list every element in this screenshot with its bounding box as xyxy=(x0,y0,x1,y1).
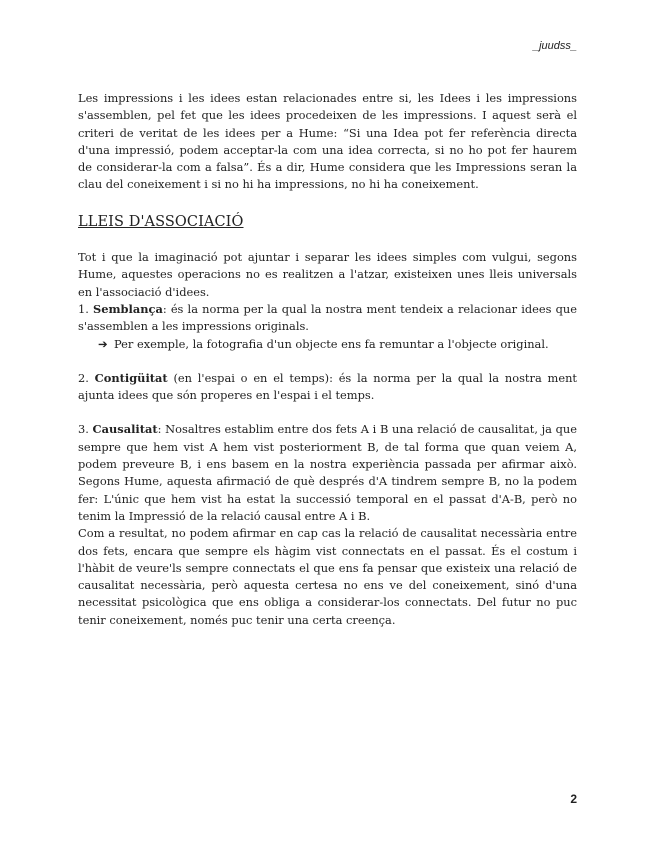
lead-paragraph: Tot i que la imaginació pot ajuntar i separar les idees simples com vulgui, segons Hume, aquestes operacions no es realitzen a l'atzar, existeixen unes lleis universals en l'associació d'idees. xyxy=(78,250,577,299)
law-2-paragraph xyxy=(78,370,577,405)
law-1-example xyxy=(78,336,577,353)
header-author: _juudss_ xyxy=(532,40,577,52)
law-3-paragraph xyxy=(78,421,577,525)
conclusion-paragraph: Com a resultat, no podem afirmar en cap cas la relació de causalitat necessària entre dos fets, encara que sempre els hàgim vist connectats en el passat. És el costum i l'hàbit de veure'ls sempre connectats el que ens fa pensar que existeix una relació de causalitat necessària, però aquesta certesa no ens ve del coneixement, sinó d'una necessitat psicològica que ens obliga a considerar-los connectats. Del futur no puc tenir coneixement, només puc tenir una certa creença. xyxy=(78,526,577,627)
law-3-term: Causalitat xyxy=(92,422,158,437)
intro-paragraph: Les impressions i les idees estan relacionades entre si, les Idees i les impressions s'assemblen, pel fet que les idees procedeixen de les impressions. I aquest serà el criteri de veritat de les idees per a Hume: “Si una Idea pot fer referència directa d'una impressió, podem acceptar-la com una idea correcta, si no ho pot fer haurem de considerar-la com a falsa”. És a dir, Hume considera que les Impressions seran la clau del coneixement i si no hi ha impressions, no hi ha coneixement. xyxy=(78,91,577,192)
law-1-example-text: Per exemple, la fotografia d'un objecte ens fa remuntar a l'objecte original. xyxy=(114,336,549,351)
law-1-number: 1. xyxy=(78,301,94,316)
spacer xyxy=(78,404,577,421)
law-2-term: Contigüitat xyxy=(94,370,168,385)
spacer xyxy=(78,353,577,370)
page-number: 2 xyxy=(570,792,577,806)
law-1-text: : és la norma per la qual la nostra ment tendeix a relacionar idees que s'assemblen a les impressions originals. xyxy=(78,301,577,334)
law-2-text: (en l'espai o en el temps): és la norma per la qual la nostra ment ajunta idees que són properes en l'espai i el temps. xyxy=(78,370,577,403)
law-1-paragraph xyxy=(78,301,577,336)
law-2-number: 2. xyxy=(78,370,95,385)
law-3-number: 3. xyxy=(78,422,93,437)
law-3-text: : Nosaltres establim entre dos fets A i B una relació de causalitat, ja que sempre que hem vist A hem vist posteriorment B, de tal forma que quan veiem A, podem preveure B, i ens basem en la nostra experiència passada per afirmar això. Segons Hume, aquesta afirmació de què després d'A tindrem sempre B, no la podem fer: L'únic que hem vist ha estat la successió temporal en el passat d'A-B, però no tenim la Impressió de la relació causal entre A i B. xyxy=(78,422,577,523)
page-content xyxy=(78,90,577,629)
law-1-term: Semblança xyxy=(93,301,163,316)
section-title: LLEIS D'ASSOCIACIÓ xyxy=(78,213,244,230)
arrow-icon: ➔ xyxy=(98,336,108,351)
